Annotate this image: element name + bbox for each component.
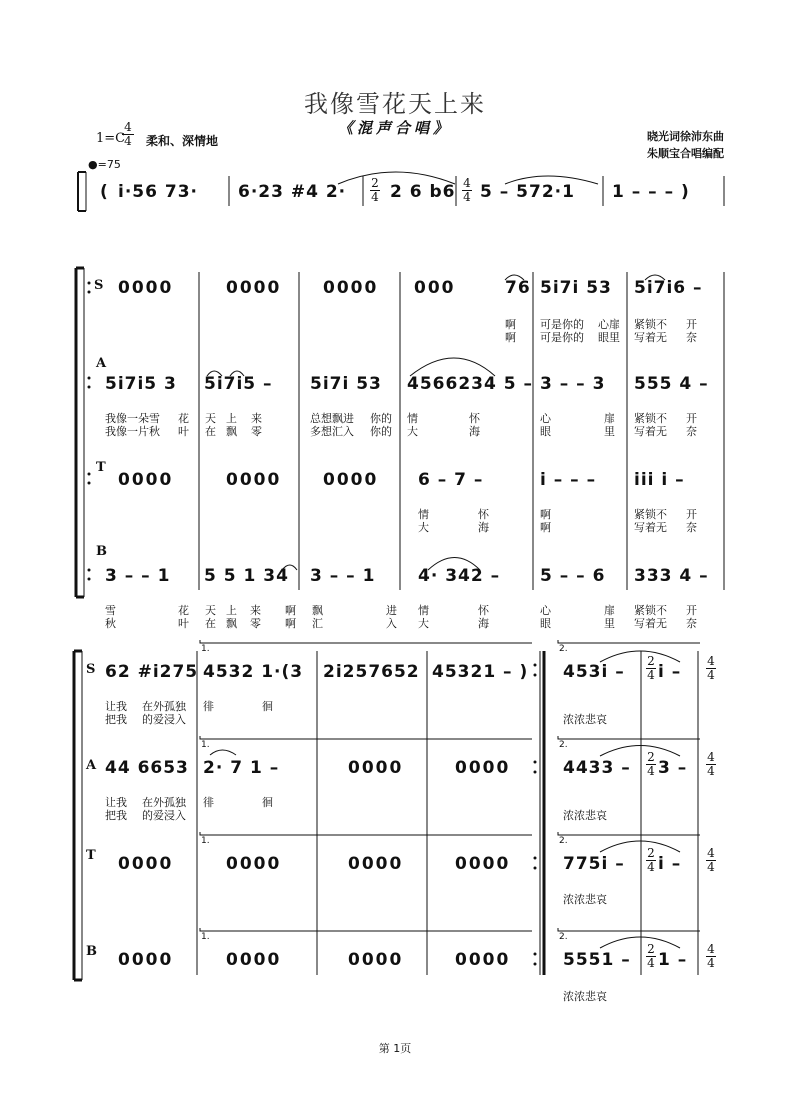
system1-bracket — [78, 172, 86, 211]
lyric: 啊 — [505, 318, 516, 331]
lyric: 浓浓悲哀 — [563, 893, 607, 906]
lyric: 花 — [178, 604, 189, 617]
lyric: 徘 — [203, 796, 214, 809]
credit-composer: 晓光词徐沛东曲 — [647, 130, 724, 143]
lyric: 我像一朵雪 — [105, 412, 160, 425]
s2-soprano-m3: 0000 — [323, 278, 379, 298]
s3-alto-v1-m3: 0000 — [455, 758, 511, 778]
lyric: 你的 — [370, 425, 392, 438]
lyric: 的爱浸入 — [142, 809, 186, 822]
ts-top: 2 — [647, 654, 655, 668]
s3-tenor-ts — [646, 848, 656, 873]
lyric: 徊 — [262, 796, 273, 809]
lyric: 在 — [205, 617, 216, 630]
lyric: 秋 — [105, 617, 116, 630]
intro-ts-bottom: 4 — [371, 190, 379, 204]
s3-alto-m1: 44 6653 — [105, 758, 189, 778]
lyric: 心扉 — [598, 318, 620, 331]
s2-tenor-m5: i – – – — [540, 470, 597, 490]
lyric: 开 — [686, 604, 697, 617]
tenor-label: T — [96, 460, 106, 475]
s3-soprano-ts — [646, 656, 656, 681]
time-sig-top: 4 — [124, 120, 132, 134]
lyric: 把我 — [105, 809, 127, 822]
s3-alto-v1-m2: 0000 — [348, 758, 404, 778]
lyric: 飘 — [226, 617, 237, 630]
s2-tenor-m2: 0000 — [226, 470, 282, 490]
s2-alto-m6: 555 4 – — [634, 374, 709, 394]
ts-bottom: 4 — [647, 764, 655, 778]
lyric: 来 — [250, 604, 261, 617]
s3-tenor-v1-m1: 0000 — [226, 854, 282, 874]
lyric: 的爱浸入 — [142, 713, 186, 726]
soprano-label: S — [86, 662, 96, 677]
lyric: 叶 — [178, 425, 189, 438]
s2-tenor-m6: iii i – — [634, 470, 685, 490]
lyric: 海 — [478, 617, 489, 630]
volta-2-label: 2. — [559, 644, 568, 654]
lyric: 花 — [178, 412, 189, 425]
s2-soprano-m4b: 76 — [505, 278, 531, 298]
lyric: 写着无 — [634, 425, 667, 438]
lyric: 啊 — [540, 508, 551, 521]
lyric: 眼里 — [598, 331, 620, 344]
lyric: 上 — [226, 604, 237, 617]
s2-bass-m3: 3 – – 1 — [310, 566, 376, 586]
intro-ts2-top: 4 — [463, 176, 471, 190]
lyric: 紧锁不 — [634, 604, 667, 617]
tempo-marking: ●=75 — [88, 158, 121, 171]
ts-top: 4 — [707, 846, 715, 860]
s3-tenor-v1-m3: 0000 — [455, 854, 511, 874]
tenor-label: T — [86, 848, 96, 863]
lyric: 情 — [418, 604, 429, 617]
lyric: 上 — [226, 412, 237, 425]
lyric: 天 — [205, 604, 216, 617]
lyric: 汇 — [312, 617, 323, 630]
lyric: 奈 — [686, 425, 697, 438]
lyric: 海 — [469, 425, 480, 438]
lyric: 啊 — [540, 521, 551, 534]
intro-time-change — [370, 178, 380, 203]
lyric: 紧锁不 — [634, 412, 667, 425]
ts-top: 2 — [647, 846, 655, 860]
lyric: 紧锁不 — [634, 318, 667, 331]
s3-bass-v1-m1: 0000 — [226, 950, 282, 970]
ts-bottom: 4 — [707, 860, 715, 874]
s2-soprano-m6: 5i7i6 – — [634, 278, 703, 298]
s2-alto-m2: 5i7i5 – — [204, 374, 273, 394]
lyric: 大 — [418, 617, 429, 630]
lyric: 海 — [478, 521, 489, 534]
volta-2-label: 2. — [559, 932, 568, 942]
lyric: 心 — [540, 604, 551, 617]
s3-soprano-ts2 — [706, 656, 716, 681]
lyric: 雪 — [105, 604, 116, 617]
lyric: 飘 — [312, 604, 323, 617]
s3-tenor-v2-m1: 775i – — [563, 854, 625, 874]
s3-tenor-ts2 — [706, 848, 716, 873]
lyric: 浓浓悲哀 — [563, 713, 607, 726]
s2-alto-m4: 4566234 5 – — [407, 374, 533, 394]
s3-bass-m1: 0000 — [118, 950, 174, 970]
lyric: 开 — [686, 412, 697, 425]
s2-alto-m1: 5i7i5 3 — [105, 374, 177, 394]
lyric: 徘 — [203, 700, 214, 713]
s2-alto-m5: 3 – – 3 — [540, 374, 606, 394]
lyric: 零 — [250, 617, 261, 630]
s2-soprano-m2: 0000 — [226, 278, 282, 298]
key-signature: 1=C — [96, 131, 126, 146]
volta-2-label: 2. — [559, 740, 568, 750]
s3-alto-v2-m1: 4433 – — [563, 758, 631, 778]
lyric: 你的 — [370, 412, 392, 425]
s2-bass-m4: 4· 342 – — [418, 566, 501, 586]
s2-bass-m2: 5 5 1 34 — [204, 566, 289, 586]
s2-alto-m3: 5i7i 53 — [310, 374, 382, 394]
s3-soprano-v2-m1: 453i – — [563, 662, 625, 682]
system3-bracket — [74, 651, 82, 980]
s3-soprano-v1-m2: 2i257652 — [323, 662, 420, 682]
lyric: 里 — [604, 425, 615, 438]
lyric: 徊 — [262, 700, 273, 713]
s3-alto-v1-m1: 2· 7 1 – — [203, 758, 280, 778]
s2-tenor-m1: 0000 — [118, 470, 174, 490]
lyric: 总想飘进 — [310, 412, 354, 425]
lyric: 在 — [205, 425, 216, 438]
volta-1-label: 1. — [201, 740, 210, 750]
ts-bottom: 4 — [707, 956, 715, 970]
lyric: 我像一片秋 — [105, 425, 160, 438]
alto-label: A — [96, 356, 107, 371]
ts-top: 2 — [647, 942, 655, 956]
ts-bottom: 4 — [647, 860, 655, 874]
expression-marking: 柔和、深情地 — [146, 134, 219, 148]
intro-ts2-bottom: 4 — [463, 190, 471, 204]
intro-measure-2: 6·23 #4 2· — [238, 182, 347, 202]
bass-label: B — [86, 944, 97, 959]
intro-ts-top: 2 — [371, 176, 379, 190]
lyric: 大 — [407, 425, 418, 438]
s3-bass-v1-m3: 0000 — [455, 950, 511, 970]
page-number: 第 1页 — [378, 1042, 412, 1055]
lyric: 天 — [205, 412, 216, 425]
lyric: 可是你的 — [540, 318, 584, 331]
lyric: 眼 — [540, 425, 551, 438]
s3-bass-v2-m1: 5551 – — [563, 950, 631, 970]
volta-1-label: 1. — [201, 932, 210, 942]
intro-paren: ( — [100, 182, 109, 202]
lyric: 怀 — [478, 604, 489, 617]
time-sig-bottom: 4 — [124, 134, 132, 148]
lyric: 里 — [604, 617, 615, 630]
lyric: 多想汇入 — [310, 425, 354, 438]
volta-2-label: 2. — [559, 836, 568, 846]
lyric: 让我 — [105, 796, 127, 809]
lyric: 入 — [386, 617, 397, 630]
lyric: 可是你的 — [540, 331, 584, 344]
lyric: 啊 — [505, 331, 516, 344]
s3-soprano-v2-m2: i – — [658, 662, 682, 682]
lyric: 零 — [251, 425, 262, 438]
lyric: 在外孤独 — [142, 796, 186, 809]
lyric: 让我 — [105, 700, 127, 713]
intro-time-back — [462, 178, 472, 203]
lyric: 怀 — [478, 508, 489, 521]
ts-top: 4 — [707, 750, 715, 764]
ts-bottom: 4 — [707, 668, 715, 682]
s3-bass-v1-m2: 0000 — [348, 950, 404, 970]
lyric: 写着无 — [634, 521, 667, 534]
quarter-note-icon: ● — [88, 158, 98, 171]
s2-soprano-m1: 0000 — [118, 278, 174, 298]
intro-measure-4: 5 – 572·1 — [480, 182, 575, 202]
score-title: 我像雪花天上来 — [304, 90, 486, 118]
intro-measure-5: 1 – – – ) — [612, 182, 690, 202]
lyric: 扉 — [604, 412, 615, 425]
lyric: 情 — [407, 412, 418, 425]
lyric: 紧锁不 — [634, 508, 667, 521]
soprano-label: S — [94, 278, 104, 293]
ts-bottom: 4 — [707, 764, 715, 778]
lyric: 啊 — [285, 604, 296, 617]
lyric: 扉 — [604, 604, 615, 617]
s3-bass-ts — [646, 944, 656, 969]
s2-soprano-m5: 5i7i 53 — [540, 278, 612, 298]
ts-bottom: 4 — [647, 956, 655, 970]
intro-measure-3: 2 6 b6 — [390, 182, 456, 202]
s3-alto-ts — [646, 752, 656, 777]
lyric: 奈 — [686, 331, 697, 344]
ts-top: 4 — [707, 942, 715, 956]
system2-bracket — [76, 268, 84, 597]
lyric: 写着无 — [634, 617, 667, 630]
s3-bass-v2-m2: 1 – — [658, 950, 688, 970]
lyric: 怀 — [469, 412, 480, 425]
bass-label: B — [96, 544, 107, 559]
lyric: 写着无 — [634, 331, 667, 344]
s2-tenor-m4: 6 – 7 – — [418, 470, 484, 490]
lyric: 浓浓悲哀 — [563, 990, 607, 1003]
s3-alto-v2-m2: 3 – — [658, 758, 688, 778]
lyric: 开 — [686, 508, 697, 521]
lyric: 啊 — [285, 617, 296, 630]
s2-bass-m5: 5 – – 6 — [540, 566, 606, 586]
lyric: 情 — [418, 508, 429, 521]
volta-1-label: 1. — [201, 644, 210, 654]
ts-top: 2 — [647, 750, 655, 764]
s2-bass-m6: 333 4 – — [634, 566, 709, 586]
lyric: 开 — [686, 318, 697, 331]
lyric: 奈 — [686, 617, 697, 630]
volta-1-label: 1. — [201, 836, 210, 846]
s3-soprano-v1-m3: 45321 – ) — [432, 662, 529, 682]
s2-tenor-m3: 0000 — [323, 470, 379, 490]
lyric: 心 — [540, 412, 551, 425]
lyric: 飘 — [226, 425, 237, 438]
s3-soprano-v1-m1: 4532 1·(3 — [203, 662, 304, 682]
s3-soprano-m1: 62 #i275 — [105, 662, 199, 682]
s3-alto-ts2 — [706, 752, 716, 777]
s3-bass-ts2 — [706, 944, 716, 969]
lyric: 在外孤独 — [142, 700, 186, 713]
s3-tenor-v1-m2: 0000 — [348, 854, 404, 874]
alto-label: A — [86, 758, 97, 773]
lyric: 奈 — [686, 521, 697, 534]
lyric: 浓浓悲哀 — [563, 809, 607, 822]
s3-tenor-m1: 0000 — [118, 854, 174, 874]
score-subtitle: 《混声合唱》 — [337, 119, 452, 137]
lyric: 叶 — [178, 617, 189, 630]
ts-bottom: 4 — [647, 668, 655, 682]
credit-arranger: 朱顺宝合唱编配 — [647, 147, 724, 160]
s2-bass-m1: 3 – – 1 — [105, 566, 171, 586]
intro-measure-1: i·56 73· — [118, 182, 198, 202]
ts-top: 4 — [707, 654, 715, 668]
lyric: 来 — [251, 412, 262, 425]
lyric: 进 — [386, 604, 397, 617]
lyric: 把我 — [105, 713, 127, 726]
s3-tenor-v2-m2: i – — [658, 854, 682, 874]
lyric: 眼 — [540, 617, 551, 630]
s2-soprano-m4: 000 — [414, 278, 456, 298]
lyric: 大 — [418, 521, 429, 534]
